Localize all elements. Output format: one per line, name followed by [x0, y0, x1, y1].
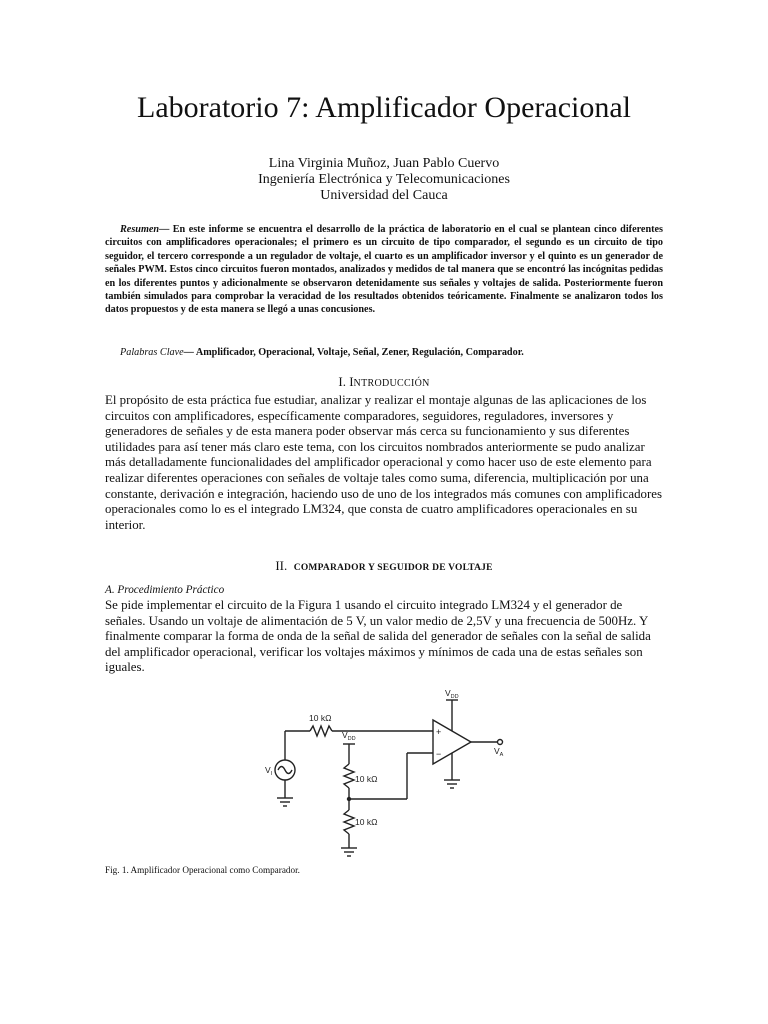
introduction-paragraph: El propósito de esta práctica fue estudiar, analizar y realizar el montaje algunas de las aplicaciones de los circuitos con amplificadores, específicamente comparadores, seguidores, reguladores, inversores y generadores de señales y de esta manera poder observar más cerca su funcionamiento y sus diferentes utilidades para así tener más claro este tema, con los circuitos nombrados anteriormente se pudo analizar más detalladamente funcionalidades del amplificador operacional y como hacer uso de este elemento para realizar diferentes operaciones con señales de voltaje tales como suma, diferencia, multiplicación por una constante, derivación e integración, haciendo uso de uno de los integrados más comunes con amplificadores operacionales como lo es el integrado LM324, que consta de cuatro amplificadores operacionales en su interior. — [105, 393, 662, 532]
resistor-top-label: 10 kΩ — [309, 713, 332, 723]
plus-sign: + — [436, 727, 442, 737]
section-title-rest: NTRODUCCIÓN — [353, 378, 430, 389]
abstract-label: Resumen — [120, 224, 160, 235]
section-number: I. — [338, 374, 346, 389]
abstract-dash: — — [159, 224, 170, 235]
junction-node — [347, 797, 351, 801]
author-block — [0, 156, 768, 204]
abstract-text: En este informe se encuentra el desarrollo de la práctica de laboratorio en el cual se plantean cinco diferentes circuitos con amplificadores operacionales; el primero es un circuito de tipo comparador, el segundo es un circuito de tipo seguidor, el tercero corresponde a un regulador de voltaje, el cuarto es un amplificador inversor y el quinto es un generador de señales PWM. Estos cinco circuitos fueron montados, analizados y medidos de tal manera que se encontró las incógnitas pedidas en los diferentes puntos y adicionalmente se observaron detenidamente sus señales y voltajes de salida. Posteriormente fueron también simulados para comprobar la veracidad de los resultados obtenidos teóricamente. Finalmente se analizaron todos los datos propuestos y de esta manera se llegó a unas concusiones. — [105, 224, 663, 316]
abstract — [105, 223, 663, 317]
keywords-dash: — — [183, 347, 194, 358]
procedure-paragraph: Se pide implementar el circuito de la Figura 1 usando el circuito integrado LM324 y el generador de señales. Usando un voltaje de alimentación de 5 V, un valor medio de 2,5V y una frecuencia de 500Hz. Y finalmente comparar la forma de onda de la señal de salida del generador de señales con la señal de salida del amplificador operacional, verificar los voltajes máximos y mínimos de cada una de estas señales son iguales. — [105, 598, 651, 675]
keywords — [105, 346, 663, 360]
vdd-label-sub: DD — [347, 736, 356, 742]
section-heading-comparador — [0, 558, 768, 576]
vdd-opamp-main: V — [445, 688, 451, 698]
va-label-main: V — [494, 746, 500, 756]
section-heading-introduction — [0, 374, 768, 392]
resistor-divider-bottom-label: 10 kΩ — [355, 817, 378, 827]
output-terminal — [498, 740, 503, 745]
section-title-first-letter: I — [349, 374, 354, 389]
figure-caption: Fig. 1. Amplificador Operacional como Comparador. — [105, 865, 300, 875]
section-number: II. — [275, 558, 288, 573]
author-university: Universidad del Cauca — [320, 188, 448, 203]
resistor-divider-bottom — [344, 810, 354, 834]
resistor-top — [310, 726, 332, 736]
resistor-divider-top-label: 10 kΩ — [355, 774, 378, 784]
sine-symbol — [278, 767, 292, 774]
author-names: Lina Virginia Muñoz, Juan Pablo Cuervo — [268, 156, 500, 171]
va-label — [494, 746, 504, 758]
author-department: Ingeniería Electrónica y Telecomunicaciones — [258, 172, 510, 187]
minus-sign: − — [436, 749, 442, 759]
section-title: COMPARADOR Y SEGUIDOR DE VOLTAJE — [293, 563, 493, 573]
vdd-divider-label — [342, 730, 356, 742]
vdd-label-main: V — [342, 730, 348, 740]
vi-label — [265, 765, 273, 777]
keywords-label: Palabras Clave — [120, 347, 184, 358]
vdd-opamp-sub: DD — [450, 694, 459, 700]
vdd-opamp-label — [445, 688, 459, 700]
va-label-sub: A — [499, 752, 504, 758]
vi-label-sub: I — [270, 771, 273, 777]
comparator-circuit-diagram — [255, 688, 515, 868]
paper-title: Laboratorio 7: Amplificador Operacional — [137, 91, 631, 124]
resistor-divider-top — [344, 764, 354, 788]
vi-label-main: V — [265, 765, 271, 775]
subsection-heading: A. Procedimiento Práctico — [105, 584, 225, 596]
keywords-text: Amplificador, Operacional, Voltaje, Señal, Zener, Regulación, Comparador. — [193, 347, 524, 358]
